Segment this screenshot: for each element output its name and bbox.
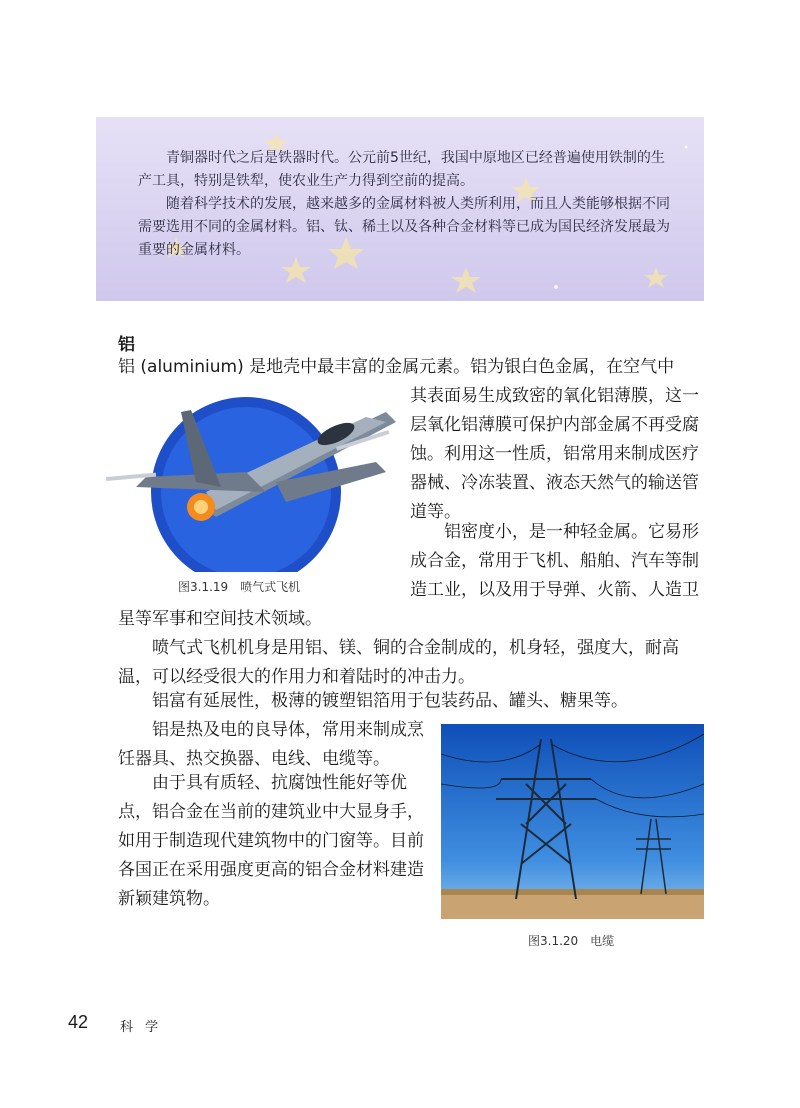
intro-paragraph-1: 青铜器时代之后是铁器时代。公元前5世纪，我国中原地区已经普遍使用铁制的生产工具，特别是铁犁，使农业生产力得到空前的提高。 (138, 150, 665, 189)
jet-caption: 图3.1.19 喷气式飞机 (178, 580, 301, 594)
intro-text (138, 147, 678, 262)
paragraph-1-first-line: 铝 (aluminium) 是地壳中最丰富的金属元素。铝为银白色金属，在空气中 (118, 357, 675, 377)
paragraph-5: 铝是热及电的良导体，常用来制成烹饪器具、热交换器、电线、电缆等。 (118, 720, 424, 769)
paragraph-2-right: 铝密度小，是一种轻金属。它易形成合金，常用于飞机、船舶、汽车等制造工业，以及用于导弹、火箭、人造卫 (410, 522, 699, 600)
intro-box (96, 117, 704, 301)
power-tower-image (441, 724, 704, 919)
jet-figure (96, 392, 396, 572)
intro-paragraph-2: 随着科学技术的发展，越来越多的金属材料被人类所利用，而且人类能够根据不同需要选用不同的金属材料。铝、钛、稀土以及各种合金材料等已成为国民经济发展最为重要的金属材料。 (138, 196, 670, 258)
subject-label: 科 学 (120, 1020, 163, 1035)
paragraph-2-tail: 星等军事和空间技术领域。 (118, 609, 322, 629)
paragraph-6: 由于具有质轻、抗腐蚀性能好等优点，铝合金在当前的建筑业中大显身手，如用于制造现代建筑物中的门窗等。目前各国正在采用强度更高的铝合金材料建造新颖建筑物。 (118, 773, 424, 909)
paragraph-3: 喷气式飞机机身是用铝、镁、铜的合金制成的，机身轻，强度大，耐高温，可以经受很大的作用力和着陆时的冲击力。 (118, 638, 679, 687)
power-tower-photo (441, 724, 704, 919)
page-number: 42 (68, 1012, 89, 1032)
tower-caption: 图3.1.20 电缆 (528, 934, 615, 948)
paragraph-4: 铝富有延展性，极薄的镀塑铝箔用于包装药品、罐头、糖果等。 (152, 691, 628, 711)
section-title: 铝 (118, 335, 135, 355)
jet-airplane-image (96, 392, 396, 572)
paragraph-1-rest: 其表面易生成致密的氧化铝薄膜，这一层氧化铝薄膜可保护内部金属不再受腐蚀。利用这一性质，铝常用来制成医疗器械、冷冻装置、液态天然气的输送管道等。 (410, 386, 699, 522)
